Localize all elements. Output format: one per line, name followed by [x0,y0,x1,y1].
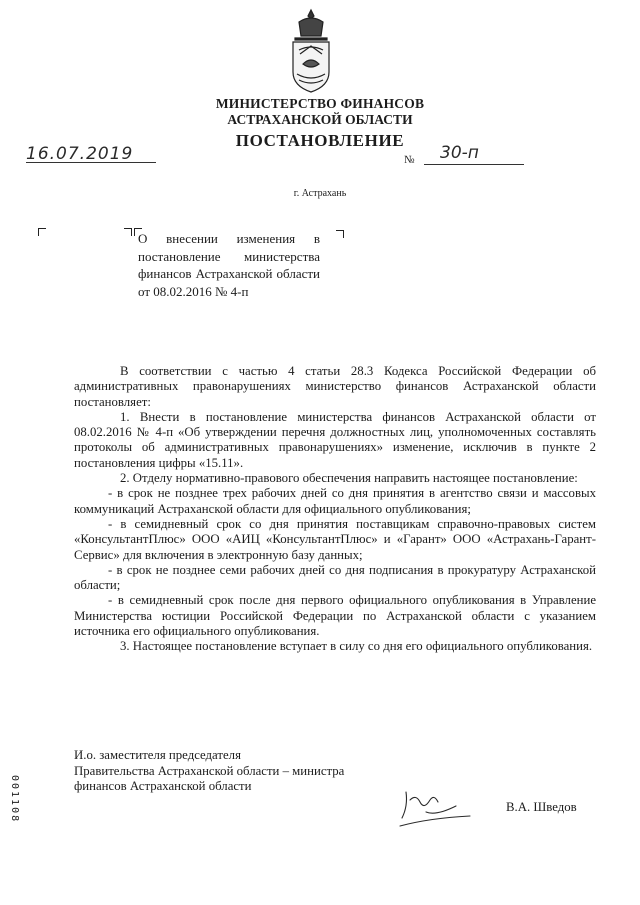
body-paragraph: - в срок не позднее семи рабочих дней со дня подписания в прокуратуру Астраханской области; [74,562,596,593]
body-paragraph: - в семидневный срок после дня первого официального опубликования в Управление Министерства юстиции Российской Федерации по Астраханской области с указанием источника его официального опубликования. [74,593,596,639]
ministry-name-line2: АСТРАХАНСКОЙ ОБЛАСТИ [227,112,413,127]
signatory-name: В.А. Шведов [506,800,577,814]
signatory-title [74,748,344,795]
handwritten-signature [396,782,506,834]
body-paragraph: - в срок не позднее трех рабочих дней со дня принятия в агентство связи и массовых коммуникаций Астраханской области для официального опубликования; [74,486,596,516]
ministry-name-line1: МИНИСТЕРСТВО ФИНАНСОВ [215,96,425,111]
signatory-title-line: И.о. заместителя председателя [74,748,241,762]
document-date: 16.07.2019 [26,144,134,164]
number-underline [424,164,524,165]
signatory-title-line: финансов Астраханской области [74,779,252,793]
body-paragraph: - в семидневный срок со дня принятия поставщикам справочно-правовых систем «КонсультантПлюс» ООО «АИЦ «КонсультантПлюс» и «Гарант» ООО «Астрахань-Гарант-Сервис» для включения в электронную базу данных; [74,516,596,562]
body-paragraph: 3. Настоящее постановление вступает в силу со дня его официального опубликования. [120,639,593,654]
serial-stamp [8,775,22,855]
city-label: г. Астрахань [293,188,347,199]
signatory-title-line: Правительства Астраханской области – министра [74,763,345,778]
document-subject: О внесении изменения в постановление министерства финансов Астраханской области от 08.02.2016 № 4-п [138,231,320,299]
number-label: № [404,154,415,166]
document-number: 30-п [440,143,479,163]
corner-mark [336,230,344,238]
corner-mark [38,228,46,236]
body-paragraph: 2. Отделу нормативно-правового обеспечения направить настоящее постановление: [120,471,578,486]
document-type-title: ПОСТАНОВЛЕНИЕ [235,131,405,150]
body-paragraph: В соответствии с частью 4 статьи 28.3 Кодекса Российской Федерации об административных правонарушениях министерство финансов Астраханской области постановляет: [74,364,596,409]
serial-number: 001108 [9,775,20,824]
corner-mark [124,228,132,236]
document-body [74,364,596,655]
date-underline [26,162,156,163]
body-paragraph: 1. Внести в постановление министерства финансов Астраханской области от 08.02.2016 № 4-п «Об утверждении перечня должностных лиц, уполномоченных составлять протоколы об административных правонарушениях» изменение, исключив в пункте 2 постановления цифры «15.11». [74,409,596,470]
coat-of-arms-emblem [285,8,337,94]
